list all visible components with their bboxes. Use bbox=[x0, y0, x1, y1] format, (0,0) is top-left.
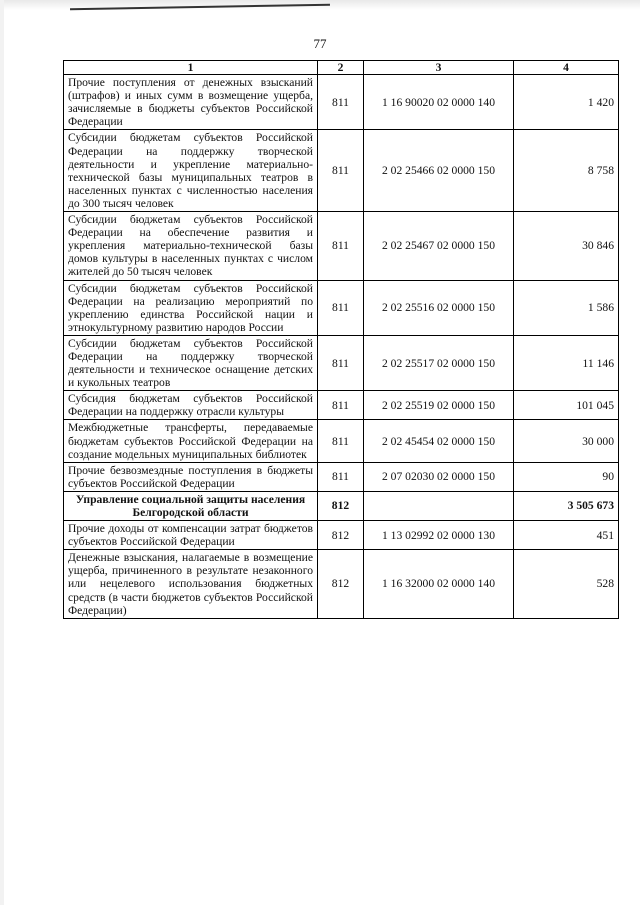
section-header-row bbox=[64, 491, 619, 520]
row-admin-code: 811 bbox=[318, 462, 364, 491]
row-description: Субсидии бюджетам субъектов Российской Федерации на поддержку творческой деятельности и техническое оснащение детских и кукольных театров bbox=[64, 335, 318, 390]
table-row bbox=[64, 75, 619, 130]
row-amount: 1 586 bbox=[514, 280, 619, 335]
section-admin-code: 812 bbox=[318, 491, 364, 520]
row-amount: 101 045 bbox=[514, 391, 619, 420]
row-admin-code: 811 bbox=[318, 130, 364, 212]
row-description: Денежные взыскания, налагаемые в возмещение ущерба, причиненного в результате незаконного или нецелевого использования бюджетных средств (в части бюджетов субъектов Российской Федерации) bbox=[64, 550, 318, 618]
row-amount: 11 146 bbox=[514, 335, 619, 390]
section-budget-code bbox=[364, 491, 514, 520]
row-budget-code: 2 02 25466 02 0000 150 bbox=[364, 130, 514, 212]
scan-margin bbox=[0, 0, 4, 905]
section-total-amount: 3 505 673 bbox=[514, 491, 619, 520]
row-budget-code: 2 02 25467 02 0000 150 bbox=[364, 212, 514, 280]
column-header-1: 1 bbox=[64, 61, 318, 75]
table-row bbox=[64, 420, 619, 462]
row-description: Субсидии бюджетам субъектов Российской Федерации на реализацию мероприятий по укреплению единства Российской нации и этнокультурному развитию народов России bbox=[64, 280, 318, 335]
row-admin-code: 812 bbox=[318, 521, 364, 550]
row-admin-code: 811 bbox=[318, 391, 364, 420]
row-amount: 451 bbox=[514, 521, 619, 550]
table-header-row bbox=[64, 61, 619, 75]
table-row bbox=[64, 335, 619, 390]
row-budget-code: 1 13 02992 02 0000 130 bbox=[364, 521, 514, 550]
row-description: Межбюджетные трансферты, передаваемые бюджетам субъектов Российской Федерации на создание модельных муниципальных библиотек bbox=[64, 420, 318, 462]
table-row bbox=[64, 212, 619, 280]
row-admin-code: 811 bbox=[318, 280, 364, 335]
section-title: Управление социальной защиты населения Белгородской области bbox=[64, 491, 318, 520]
table-row bbox=[64, 521, 619, 550]
row-amount: 8 758 bbox=[514, 130, 619, 212]
table-body bbox=[64, 75, 619, 619]
row-budget-code: 2 02 45454 02 0000 150 bbox=[364, 420, 514, 462]
table-row bbox=[64, 391, 619, 420]
row-description: Прочие доходы от компенсации затрат бюджетов субъектов Российской Федерации bbox=[64, 521, 318, 550]
row-amount: 90 bbox=[514, 462, 619, 491]
row-amount: 30 846 bbox=[514, 212, 619, 280]
row-budget-code: 2 02 25519 02 0000 150 bbox=[364, 391, 514, 420]
revenue-table bbox=[63, 60, 619, 619]
table-row bbox=[64, 280, 619, 335]
row-admin-code: 812 bbox=[318, 550, 364, 618]
row-description: Субсидии бюджетам субъектов Российской Федерации на обеспечение развития и укрепления материально-технической базы домов культуры в населенных пунктах с числом жителей до 50 тысяч человек bbox=[64, 212, 318, 280]
row-budget-code: 1 16 90020 02 0000 140 bbox=[364, 75, 514, 130]
row-budget-code: 2 02 25516 02 0000 150 bbox=[364, 280, 514, 335]
table-row bbox=[64, 130, 619, 212]
row-budget-code: 2 07 02030 02 0000 150 bbox=[364, 462, 514, 491]
row-budget-code: 2 02 25517 02 0000 150 bbox=[364, 335, 514, 390]
table-row bbox=[64, 550, 619, 618]
column-header-3: 3 bbox=[364, 61, 514, 75]
row-admin-code: 811 bbox=[318, 335, 364, 390]
row-description: Субсидия бюджетам субъектов Российской Федерации на поддержку отрасли культуры bbox=[64, 391, 318, 420]
row-description: Прочие безвозмездные поступления в бюджеты субъектов Российской Федерации bbox=[64, 462, 318, 491]
row-description: Прочие поступления от денежных взысканий (штрафов) и иных сумм в возмещение ущерба, зачисляемые в бюджеты субъектов Российской Федерации bbox=[64, 75, 318, 130]
table-row bbox=[64, 462, 619, 491]
row-description: Субсидии бюджетам субъектов Российской Федерации на поддержку творческой деятельности и укрепление материально-технической базы муниципальных театров в населенных пунктах с численностью населения до 300 тысяч человек bbox=[64, 130, 318, 212]
column-header-4: 4 bbox=[514, 61, 619, 75]
page-number: 77 bbox=[313, 36, 327, 51]
row-admin-code: 811 bbox=[318, 420, 364, 462]
row-admin-code: 811 bbox=[318, 75, 364, 130]
column-header-2: 2 bbox=[318, 61, 364, 75]
row-admin-code: 811 bbox=[318, 212, 364, 280]
row-amount: 528 bbox=[514, 550, 619, 618]
row-amount: 30 000 bbox=[514, 420, 619, 462]
row-budget-code: 1 16 32000 02 0000 140 bbox=[364, 550, 514, 618]
row-amount: 1 420 bbox=[514, 75, 619, 130]
